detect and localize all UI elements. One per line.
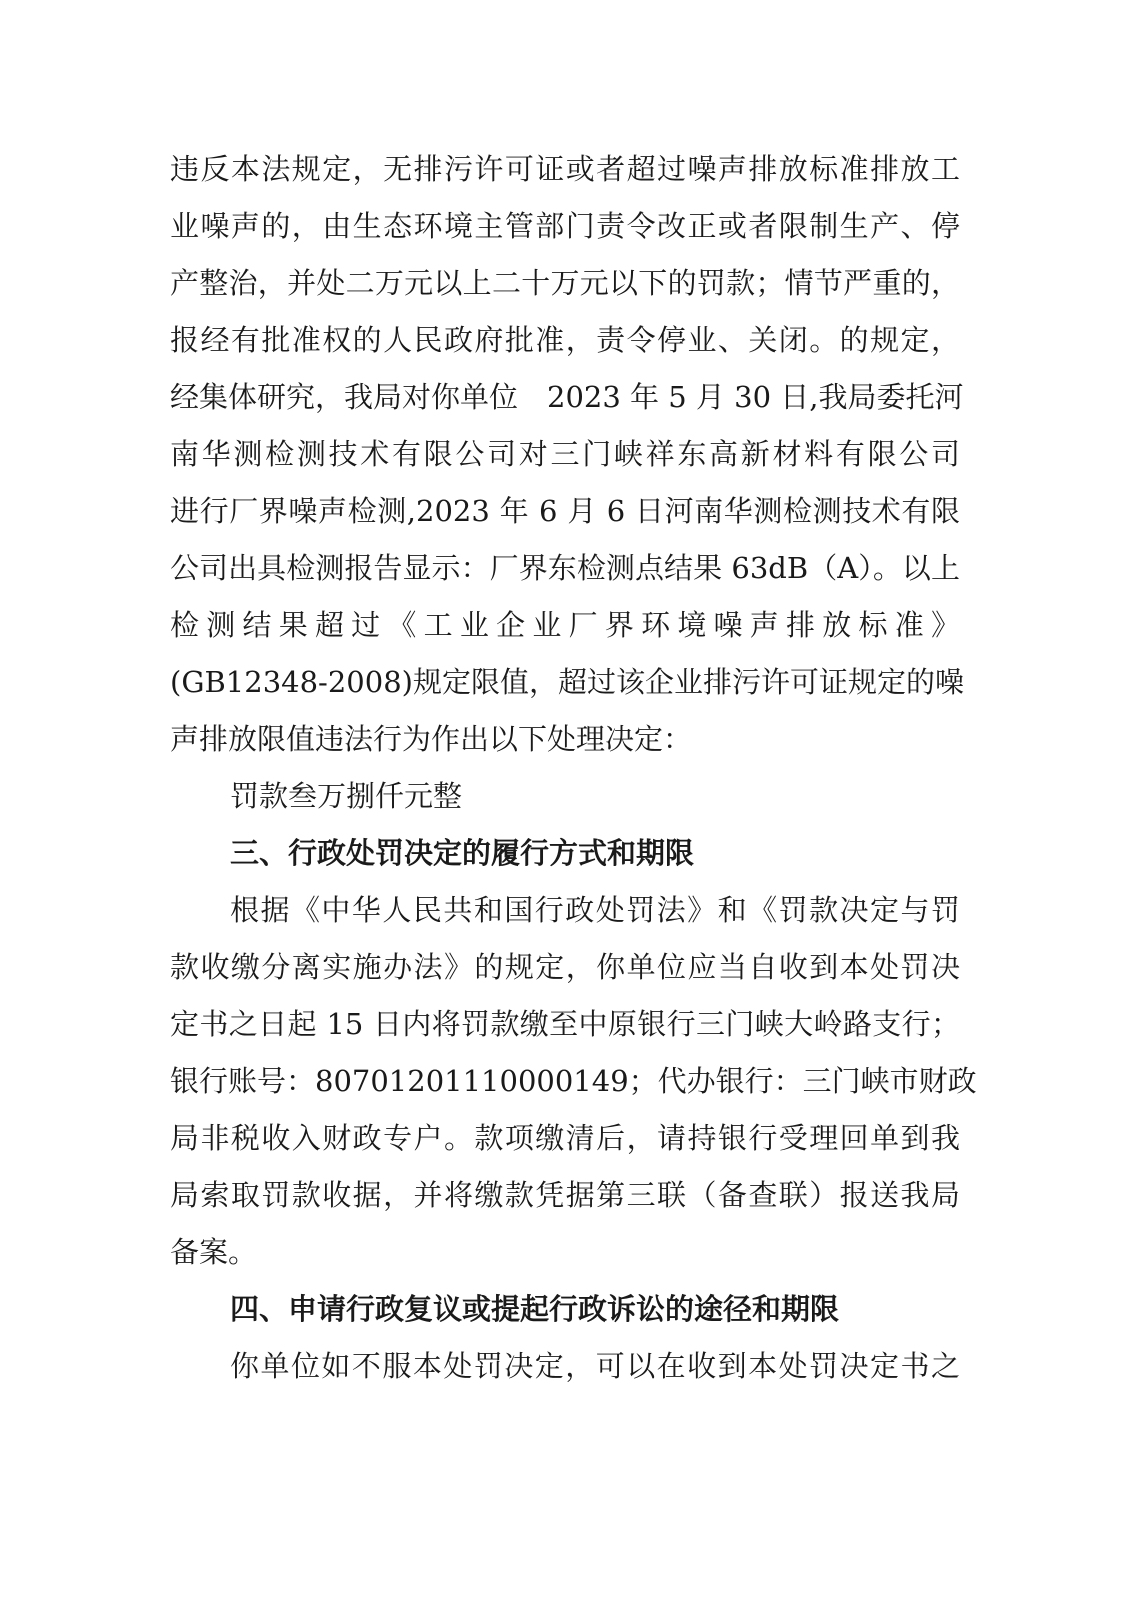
paragraph-line: 银行账号：80701201110000149；代办银行：三门峡市财政 — [170, 1064, 977, 1098]
paragraph-line: 你单位如不服本处罚决定，可以在收到本处罚决定书之 — [230, 1349, 960, 1383]
paragraph-line: 进行厂界噪声检测,2023 年 6 月 6 日河南华测检测技术有限 — [170, 494, 960, 528]
paragraph-line: 业噪声的，由生态环境主管部门责令改正或者限制生产、停 — [170, 209, 960, 243]
paragraph-line: 公司出具检测报告显示：厂界东检测点结果 63dB（A）。以上 — [170, 551, 960, 585]
paragraph-line: 定书之日起 15 日内将罚款缴至中原银行三门峡大岭路支行； — [170, 1007, 960, 1041]
paragraph-line: 检测结果超过《工业企业厂界环境噪声排放标准》 — [170, 608, 960, 642]
paragraph-line: 经集体研究，我局对你单位 2023 年 5 月 30 日,我局委托河 — [170, 380, 964, 414]
section-heading-3: 三、行政处罚决定的履行方式和期限 — [230, 836, 695, 870]
paragraph-line: 报经有批准权的人民政府批准，责令停业、关闭。的规定， — [170, 323, 960, 357]
paragraph-line: 南华测检测技术有限公司对三门峡祥东高新材料有限公司 — [170, 437, 960, 471]
paragraph-line: 根据《中华人民共和国行政处罚法》和《罚款决定与罚 — [230, 893, 960, 927]
section-heading-4: 四、申请行政复议或提起行政诉讼的途径和期限 — [230, 1292, 840, 1326]
paragraph-line: 款收缴分离实施办法》的规定，你单位应当自收到本处罚决 — [170, 950, 960, 984]
paragraph-line: 违反本法规定，无排污许可证或者超过噪声排放标准排放工 — [170, 152, 960, 186]
paragraph-line: 局非税收入财政专户。款项缴清后，请持银行受理回单到我 — [170, 1121, 960, 1155]
paragraph-line: 备案。 — [170, 1235, 258, 1269]
paragraph-line: 声排放限值违法行为作出以下处理决定： — [170, 722, 693, 756]
fine-amount: 罚款叁万捌仟元整 — [230, 779, 463, 813]
paragraph-line: (GB12348-2008)规定限值，超过该企业排污许可证规定的噪 — [170, 665, 964, 699]
paragraph-line: 局索取罚款收据，并将缴款凭据第三联（备查联）报送我局 — [170, 1178, 960, 1212]
paragraph-line: 产整治，并处二万元以上二十万元以下的罚款；情节严重的， — [170, 266, 960, 300]
